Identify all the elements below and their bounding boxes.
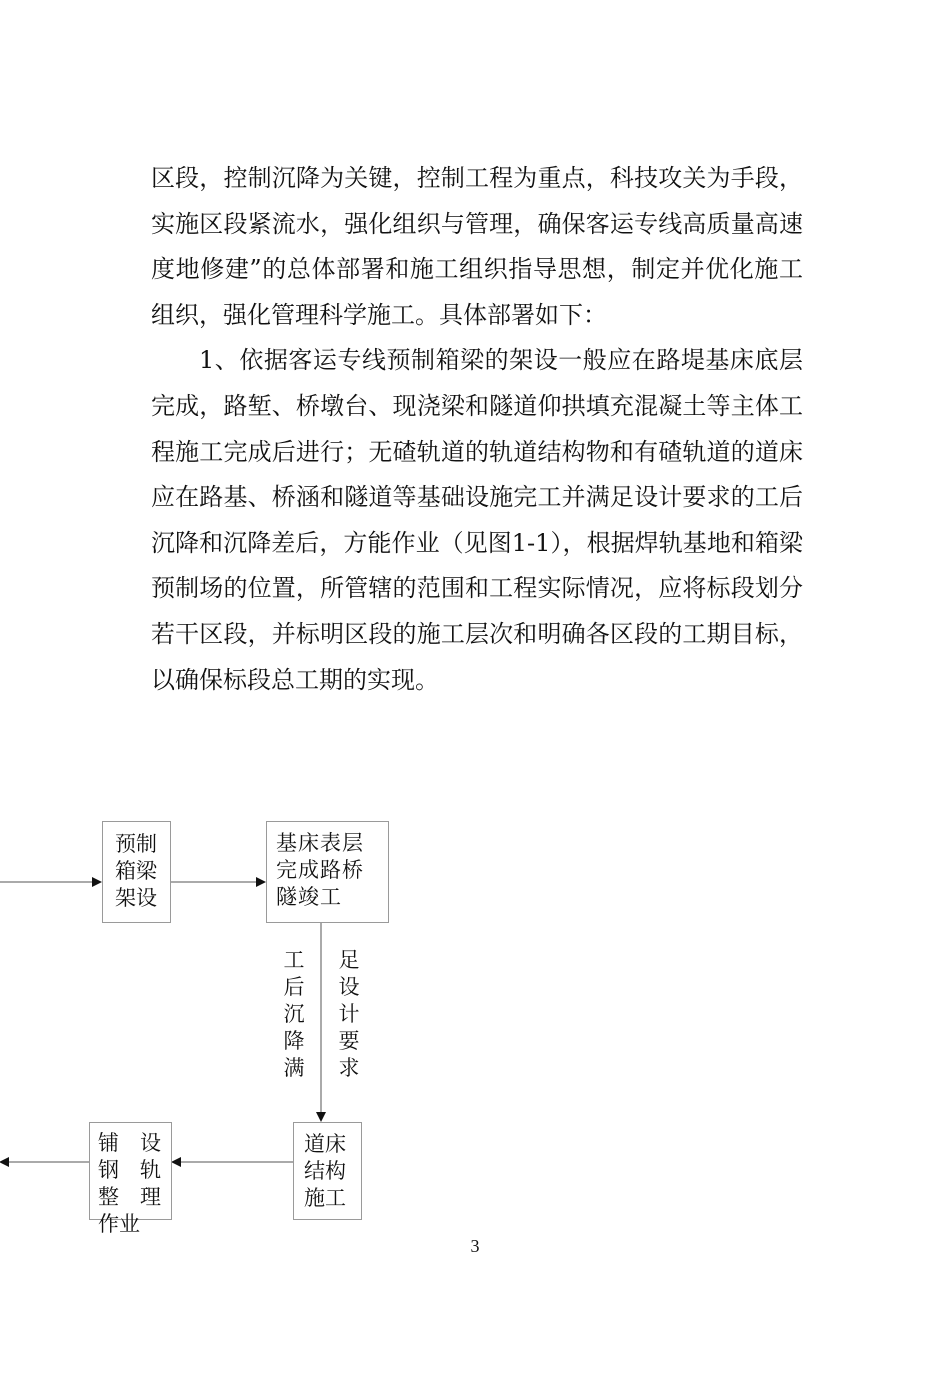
box-bed-line-3: 施工 [304, 1186, 346, 1210]
box-rail-line-1: 铺 设 [98, 1131, 161, 1155]
box-precast-line-1: 预制 [115, 832, 157, 856]
box-rail-line-2: 钢 轨 [98, 1158, 161, 1182]
box-rail-line-3: 整 理 [98, 1185, 161, 1209]
box-subgrade-line-3: 隧竣工 [276, 885, 342, 909]
box-precast-beam [102, 821, 171, 923]
box-bed-line-1: 道床 [304, 1132, 346, 1156]
box-rail-line-4: 作业 [98, 1212, 140, 1236]
box-subgrade-line-1: 基床表层 [276, 831, 364, 855]
paragraph-1: 区段，控制沉降为关键，控制工程为重点，科技攻关为手段，实施区段紧流水，强化组织与管理，确保客运专线高质量高速度地修建”的总体部署和施工组织指导思想，制定并优化施工组织，强化管理科学施工。具体部署如下： [151, 164, 803, 329]
box-track-bed [293, 1122, 362, 1220]
page-number: 3 [470, 1236, 480, 1256]
box-precast-line-2: 箱梁 [115, 859, 157, 883]
box-rail-text [98, 1130, 161, 1238]
paragraph-2: 1、依据客运专线预制箱梁的架设一般应在路堤基床底层完成，路堑、桥墩台、现浇梁和隧道仰拱填充混凝土等主体工程施工完成后进行；无碴轨道的轨道结构物和有碴轨道的道床应在路基、桥涵和隧道等基础设施完工并满足设计要求的工后沉降和沉降差后，方能作业（见图1-1），根据焊轨基地和箱梁预制场的位置，所管辖的范围和工程实际情况，应将标段划分若干区段，并标明区段的施工层次和明确各区段的工期目标，以确保标段总工期的实现。 [151, 346, 803, 694]
vertical-label-left: 工后沉降满 [283, 948, 305, 1080]
vertical-label-right: 足设计要求 [338, 948, 360, 1080]
box-precast-line-3: 架设 [115, 886, 157, 910]
box-bed-line-2: 结构 [304, 1159, 346, 1183]
box-subgrade-line-2: 完成路桥 [276, 858, 364, 882]
box-subgrade-complete [266, 821, 389, 923]
